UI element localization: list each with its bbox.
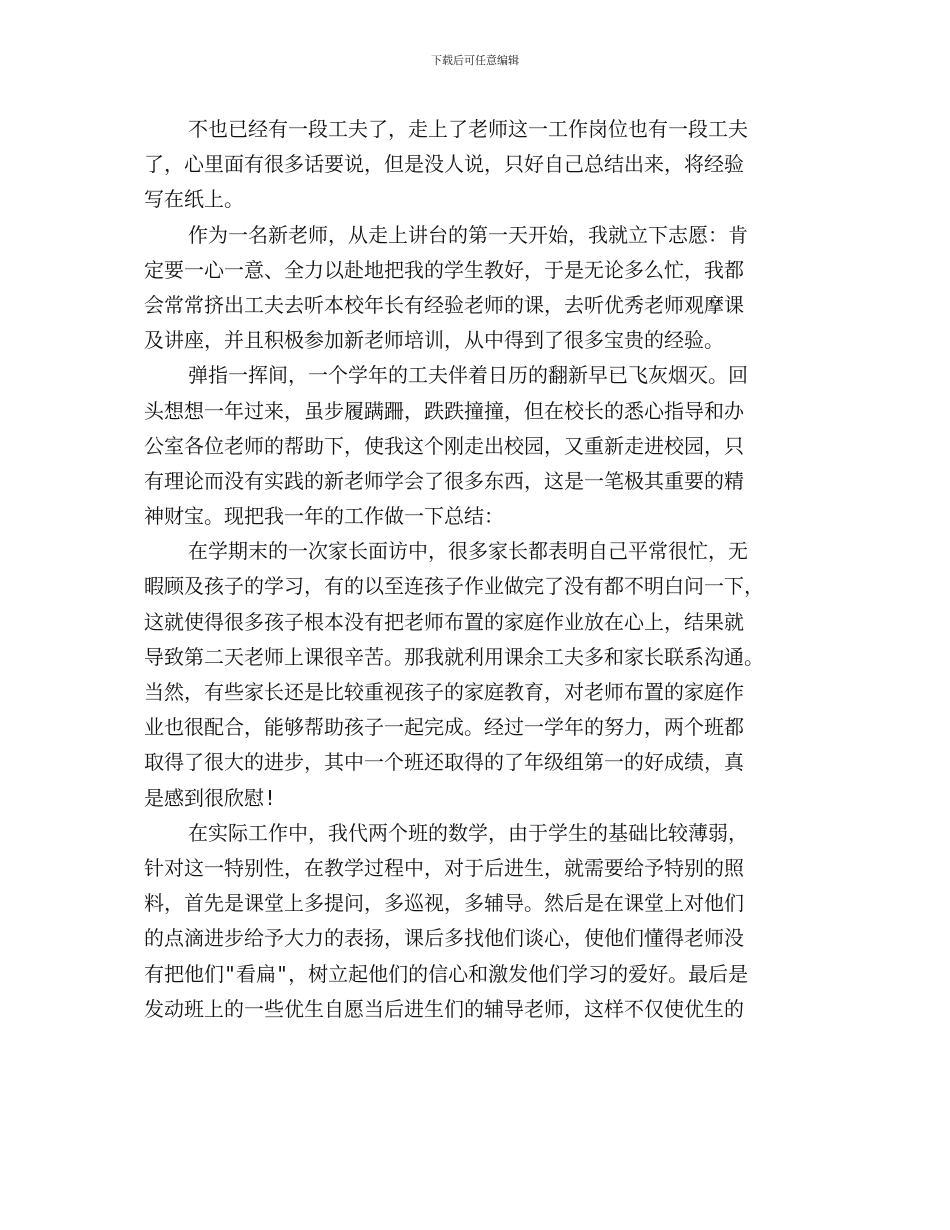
paragraph-line: 作为一名新老师，从走上讲台的第一天开始，我就立下志愿：肯 [188,222,748,247]
paragraph-line: 当然，有些家长还是比较重视孩子的家庭教育，对老师布置的家庭作 [144,680,744,704]
paragraph-line: 有把他们"看扁"，树立起他们的信心和激发他们学习的爱好。最后是 [144,961,749,986]
paragraph-line: 的点滴进步给予大力的表扬，课后多找他们谈心，使他们懂得老师没 [144,926,744,951]
paragraph-line: 不也已经有一段工夫了，走上了老师这一工作岗位也有一段工夫 [188,117,748,141]
paragraph-line: 取得了很大的进步，其中一个班还取得的了年级组第一的好成绩，真 [144,750,744,775]
paragraph-5 [144,816,804,1027]
paragraph-line: 定要一心一意、全力以赴地把我的学生教好，于是无论多么忙，我都 [144,257,744,282]
paragraph-line: 会常常挤出工夫去听本校年长有经验老师的课，去听优秀老师观摩课 [144,292,744,317]
paragraph-line: 弹指一挥间，一个学年的工夫伴着日历的翻新早已飞灰烟灭。回 [188,363,748,388]
paragraph-2 [144,218,804,359]
paragraph-line: 在实际工作中，我代两个班的数学，由于学生的基础比较薄弱， [188,820,748,845]
page-header: 下载后可任意编辑 [431,54,519,67]
paragraph-line: 是感到很欣慰! [144,785,277,810]
paragraph-line: 这就使得很多孩子根本没有把老师布置的家庭作业放在心上，结果就 [144,609,744,634]
paragraph-line: 料，首先是课堂上多提问，多巡视，多辅导。然后是在课堂上对他们 [144,891,744,916]
document-body [144,112,804,1027]
paragraph-line: 写在纸上。 [144,187,244,212]
paragraph-4 [144,534,804,816]
paragraph-1 [144,112,804,218]
paragraph-line: 针对这一特别性，在教学过程中，对于后进生，就需要给予特别的照 [144,855,744,880]
paragraph-line: 导致第二天老师上课很辛苦。那我就利用课余工夫多和家长联系沟通。 [144,644,764,669]
paragraph-line: 业也很配合，能够帮助孩子一起完成。经过一学年的努力，两个班都 [144,715,744,740]
paragraph-line: 及讲座，并且积极参加新老师培训，从中得到了很多宝贵的经验。 [144,328,724,353]
paragraph-line: 发动班上的一些优生自愿当后进生们的辅导老师，这样不仅使优生的 [144,996,744,1021]
paragraph-line: 神财宝。现把我一年的工作做一下总结： [144,504,504,529]
paragraph-line: 在学期末的一次家长面访中，很多家长都表明自己平常很忙，无 [188,539,748,564]
paragraph-line: 头想想一年过来，虽步履蹒跚，跌跌撞撞，但在校长的悉心指导和办 [144,398,744,423]
paragraph-line: 有理论而没有实践的新老师学会了很多东西，这是一笔极其重要的精 [144,468,744,493]
paragraph-line: 了，心里面有很多话要说，但是没人说，只好自己总结出来，将经验 [144,152,744,177]
paragraph-3 [144,358,804,534]
paragraph-line: 公室各位老师的帮助下，使我这个刚走出校园，又重新走进校园，只 [144,433,744,458]
paragraph-line: 暇顾及孩子的学习，有的以至连孩子作业做完了没有都不明白问一下， [144,574,764,599]
